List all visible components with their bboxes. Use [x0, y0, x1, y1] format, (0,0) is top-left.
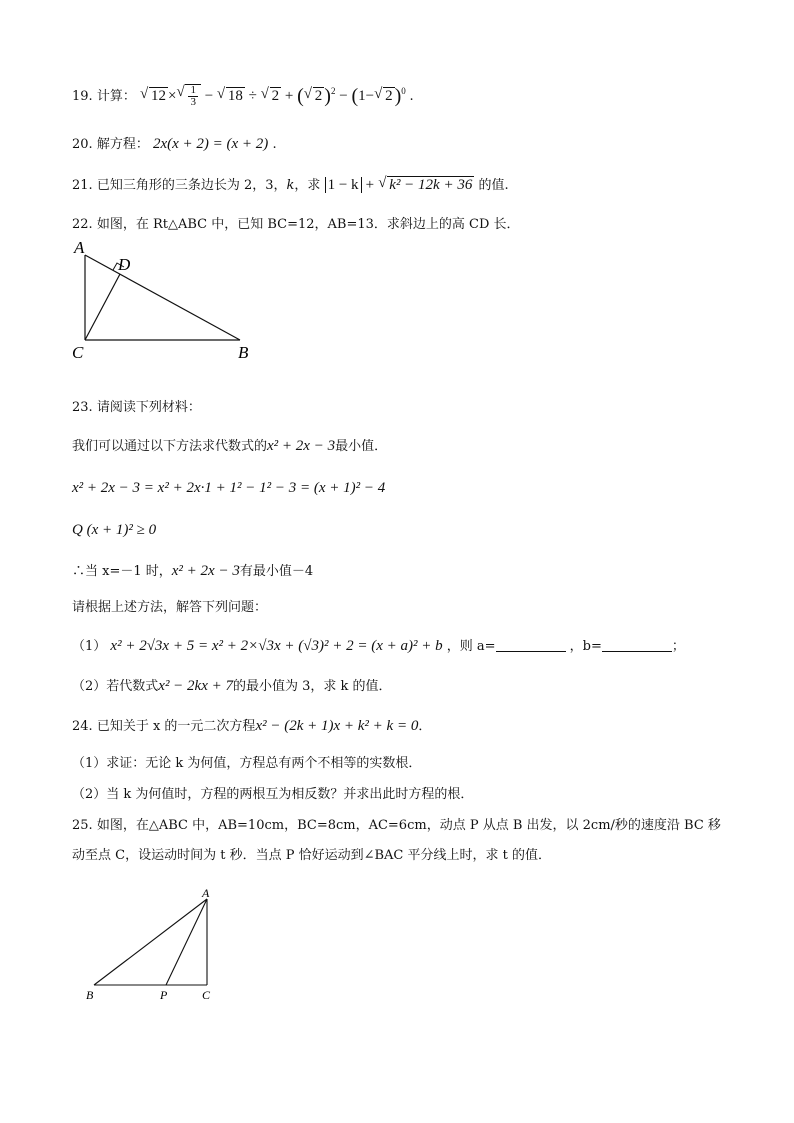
- answer-blank-b[interactable]: [602, 638, 672, 652]
- question-number: 19.: [72, 88, 93, 104]
- q23-line-2: x² + 2x − 3 = x² + 2x·1 + 1² − 1² − 3 = (x + 1)² − 4: [72, 480, 386, 496]
- question-number: 25.: [72, 818, 93, 833]
- question-number: 23.: [72, 400, 93, 415]
- question-25: 25. 如图，在△ABC 中，AB=10cm，BC=8cm，AC=6cm，动点 P 从点 B 出发，以 2cm/秒的速度沿 BC 移: [72, 818, 721, 833]
- triangle-figure-25: [80, 885, 230, 1005]
- question-20: 20. 解方程： 2x(x + 2) = (x + 2) .: [72, 136, 277, 152]
- q21-absolute-value: 1 − k: [325, 177, 362, 193]
- question-23: 23. 请阅读下列材料：: [72, 400, 201, 415]
- question-number: 21.: [72, 178, 93, 193]
- vertex-label-d: D: [118, 255, 131, 274]
- triangle-figure-22: [70, 238, 270, 363]
- question-number: 20.: [72, 137, 93, 152]
- question-24: 24. 已知关于 x 的一元二次方程x² − (2k + 1)x + k² + k = 0．: [72, 718, 432, 734]
- q23-line-5: 请根据上述方法，解答下列问题：: [72, 600, 268, 615]
- vertex-label-c: C: [72, 343, 84, 362]
- vertex-label-a: A: [202, 886, 210, 900]
- q23-line-4: ∴当 x=－1 时，x² + 2x − 3有最小值－4: [72, 563, 314, 579]
- question-label: 解方程：: [96, 137, 149, 152]
- answer-blank-a[interactable]: [496, 638, 566, 652]
- q23-line-1: 我们可以通过以下方法求代数式的x² + 2x − 3最小值．: [72, 438, 388, 454]
- q23-sub-2: （2）若代数式x² − 2kx + 7的最小值为 3，求 k 的值．: [72, 678, 392, 694]
- q20-equation: 2x(x + 2) = (x + 2): [152, 136, 269, 152]
- vertex-label-b: B: [86, 988, 94, 1002]
- q19-expression: √ 12 × √ $\frac{1}{3}$ − √ 18 ÷ √ 2 + ( √ 2 )$^2$ − (1− √ 2 )$^0$: [139, 84, 406, 108]
- q23-line-3: Q (x + 1)² ≥ 0: [72, 522, 157, 538]
- question-19: 19. 计算： √ 12 × √ $\frac{1}{3}$ − √ 18 ÷ √ 2 + ( √ 2 )$^2$ − (1− √ 2 )$^0$ .: [72, 84, 414, 108]
- question-22: 22. 如图，在 Rt△ABC 中，已知 BC=12，AB=13．求斜边上的高 CD 长．: [72, 217, 520, 232]
- question-21: 21. 已知三角形的三条边长为 2，3，k，求 1 − k + √ k² − 12k + 36 的值.: [72, 175, 509, 193]
- point-label-p: P: [160, 988, 168, 1002]
- q24-sub-1: （1）求证：无论 k 为何值，方程总有两个不相等的实数根．: [72, 756, 422, 771]
- question-number: 24.: [72, 719, 93, 734]
- vertex-label-c: C: [202, 988, 211, 1002]
- q24-sub-2: （2）当 k 为何值时，方程的两根互为相反数？并求出此时方程的根．: [72, 787, 474, 802]
- q21-sqrt: √ k² − 12k + 36: [378, 175, 473, 193]
- question-number: 22.: [72, 217, 93, 232]
- q23-sub-1: （1） x² + 2√3x + 5 = x² + 2×√3x + (√3)² + 2 = (x + a)² + b ，则 a= ，b= ；: [72, 638, 685, 654]
- vertex-label-a: A: [74, 238, 85, 257]
- question-label: 计算：: [96, 88, 136, 104]
- q25-line-2: 动至点 C，设运动时间为 t 秒．当点 P 恰好运动到∠BAC 平分线上时，求 t 的值．: [72, 848, 551, 863]
- vertex-label-b: B: [238, 343, 249, 362]
